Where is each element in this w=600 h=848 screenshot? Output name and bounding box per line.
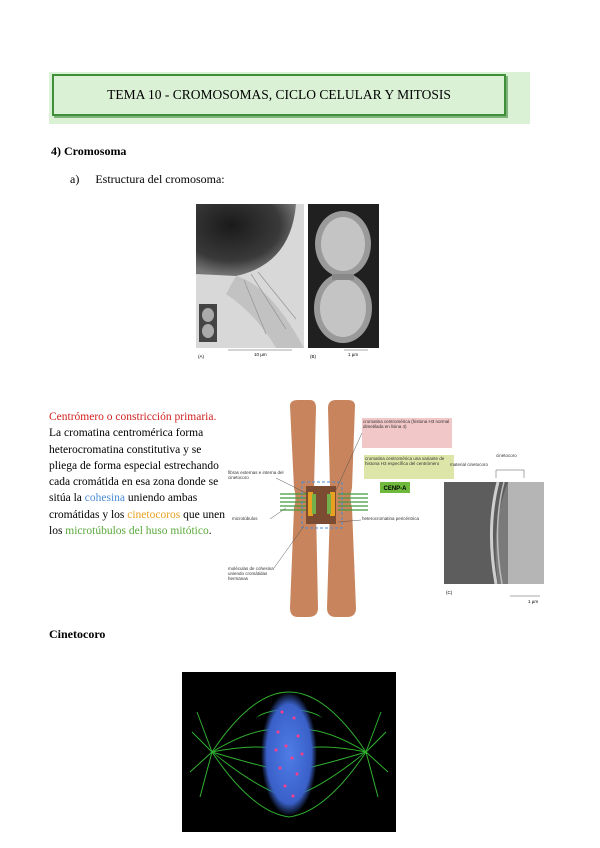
mitotic-spindle-image	[182, 672, 396, 832]
em-label-c: (C)	[446, 590, 453, 595]
centromere-diagram	[228, 398, 548, 620]
subsection-marker: a)	[70, 172, 80, 186]
subsection-item	[70, 172, 225, 187]
centromere-paragraph	[49, 409, 225, 539]
em-scale: 1 µm	[528, 599, 539, 604]
chromosome-micrographs	[196, 204, 379, 364]
label-microtubulos: microtúbulos	[232, 516, 258, 521]
para-text-1: La cromatina centromérica forma heterocromatina constitutiva y se pliega de forma especial estrechando cada cromátida en esa zona donde se sitúa la	[49, 427, 219, 505]
label-box-h3-text: cromatina centromérica (histona H3 normal dimetilada en lisina 4)	[363, 419, 450, 429]
page-title	[52, 74, 506, 116]
section-heading: 4) Cromosoma	[51, 144, 127, 158]
para-text-2: uniendo ambas cromátidas y los	[49, 492, 198, 521]
scale-a: 10 µm	[254, 352, 267, 357]
em-label-material: material cinetocoro	[450, 462, 489, 467]
em-label-cinetocoro: cinetocoro	[496, 453, 517, 458]
label-box-variant-text: cromatina centromérica una variante de histona H3 específica del centrómero	[365, 456, 445, 466]
scale-b: 1 µm	[348, 352, 359, 357]
label-cohesina: moléculas de cohesina uniendo cromátidas hermanas	[228, 566, 274, 581]
term-centromero: Centrómero o constricción primaria.	[49, 411, 217, 423]
label-fibras: fibras externas e interna del cinetocoro	[228, 470, 284, 480]
page-title-text: TEMA 10 - CROMOSOMAS, CICLO CELULAR Y MITOSIS	[107, 87, 451, 102]
term-cohesina: cohesina	[84, 492, 126, 505]
centromere-diagram-svg	[228, 398, 548, 620]
cinetocoro-heading: Cinetocoro	[49, 627, 106, 641]
mitotic-spindle-svg	[182, 672, 396, 832]
term-microtubulos: microtúbulos del huso mitótico	[65, 525, 209, 538]
label-a: (A)	[198, 354, 204, 359]
label-heterocromatina: heterocromatina pericéntrica	[362, 516, 420, 521]
cenp-a-label: CENP-A	[383, 486, 407, 492]
para-text-4: .	[208, 525, 212, 538]
term-cinetocoros: cinetocoros	[127, 508, 181, 521]
para-text-3: que unen los	[49, 508, 225, 538]
label-b: (B)	[310, 354, 316, 359]
micrograph-figure	[196, 204, 379, 364]
subsection-text: Estructura del cromosoma:	[95, 172, 225, 186]
chromosomes-dna	[261, 692, 317, 816]
